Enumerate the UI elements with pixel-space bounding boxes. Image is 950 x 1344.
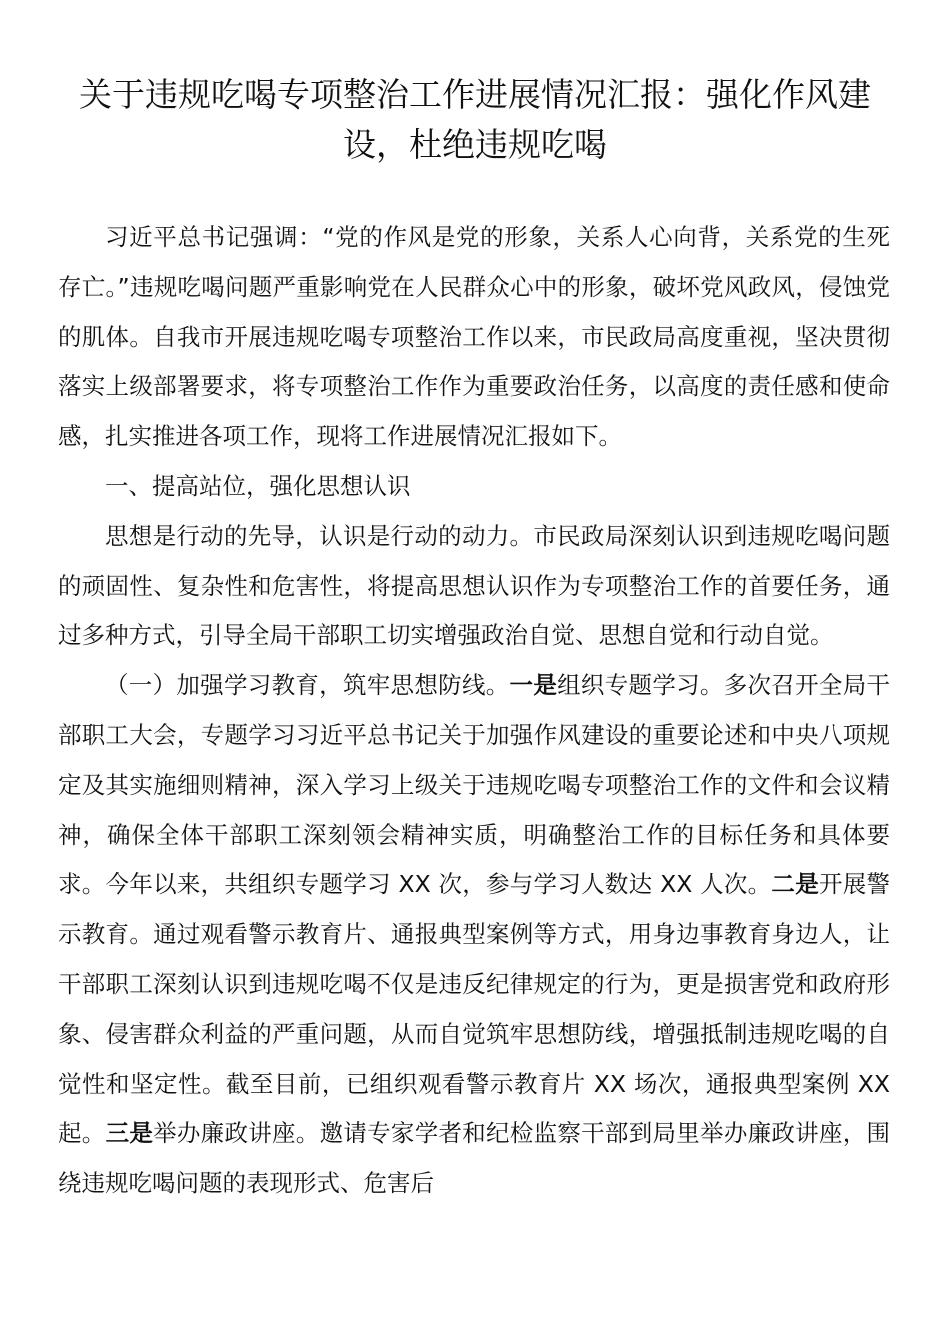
subsection-lead: （一）加强学习教育，筑牢思想防线。 [105, 671, 510, 700]
point-text-one: 组织专题学习。多次召开全局干部职工大会，专题学习习近平总书记关于加强作风建设的重要论述和中央八项规定及其实施细则精神，深入学习上级关于违规吃喝专项整治工作的文件和会议精神，确保全体干部职工深刻领会精神实质，明确整治工作的目标任务和具体要求。今年以来，共组织专题学习 XX 次，参与学习人数达 XX 人次。 [58, 671, 890, 899]
document-body [58, 213, 890, 1209]
point-marker-one: 一是 [509, 671, 558, 700]
intro-paragraph: 习近平总书记强调：“党的作风是党的形象，关系人心向背，关系党的生死存亡。”违规吃喝问题严重影响党在人民群众心中的形象，破坏党风政风，侵蚀党的肌体。自我市开展违规吃喝专项整治工作以来，市民政局高度重视，坚决贯彻落实上级部署要求，将专项整治工作作为重要政治任务，以高度的责任感和使命感，扎实推进各项工作，现将工作进展情况汇报如下。 [58, 223, 890, 451]
point-text-three: 举办廉政讲座。邀请专家学者和纪检监察干部到局里举办廉政讲座，围绕违规吃喝问题的表现形式、危害后 [58, 1119, 891, 1198]
point-text-two: 开展警示教育。通过观看警示教育片、通报典型案例等方式，用身边事教育身边人，让干部职工深刻认识到违规吃喝不仅是违反纪律规定的行为，更是损害党和政府形象、侵害群众利益的严重问题，从而自觉筑牢思想防线，增强抵制违规吃喝的自觉性和坚定性。截至目前，已组织观看警示教育片 XX 场次，通报典型案例 XX 起。 [58, 870, 891, 1148]
section-heading: 一、提高站位，强化思想认识 [105, 471, 411, 500]
section-paragraph: 思想是行动的先导，认识是行动的动力。市民政局深刻认识到违规吃喝问题的顽固性、复杂性和危害性，将提高思想认识作为专项整治工作的首要任务，通过多种方式，引导全局干部职工切实增强政治自觉、思想自觉和行动自觉。 [58, 521, 890, 650]
point-marker-two: 二是 [771, 870, 819, 899]
document-title: 关于违规吃喝专项整治工作进展情况汇报：强化作风建设，杜绝违规吃喝 [79, 75, 871, 164]
point-marker-three: 三是 [105, 1119, 154, 1148]
subsection-paragraph [58, 661, 890, 1209]
